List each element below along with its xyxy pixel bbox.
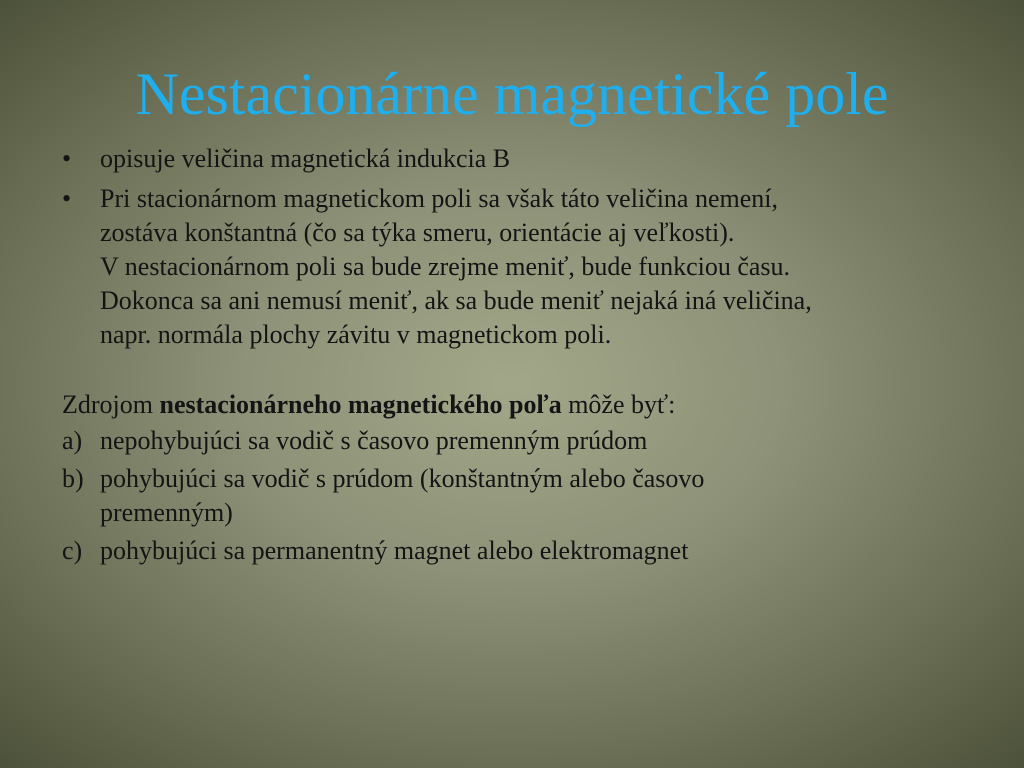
source-text: pohybujúci sa permanentný magnet alebo elektromagnet (100, 536, 689, 565)
source-item-c (62, 534, 962, 568)
source-marker: b) (62, 464, 84, 493)
sources-intro-bold: nestacionárneho magnetického poľa (159, 390, 562, 419)
bullet-item-induction (62, 142, 962, 176)
source-marker: a) (62, 426, 83, 455)
bullet-text-line: napr. normála plochy závitu v magnetickom poli. (100, 320, 612, 349)
bullet-text: opisuje veličina magnetická indukcia B (100, 144, 511, 173)
bullet-text-line: Dokonca sa ani nemusí meniť, ak sa bude meniť nejaká iná veličina, (100, 286, 812, 315)
source-text-line: premenným) (100, 498, 233, 527)
slide-content (62, 142, 962, 572)
bullet-text-line: V nestacionárnom poli sa bude zrejme meniť, bude funkciou času. (100, 252, 791, 281)
bullet-item-stationary (62, 182, 962, 352)
bullet-marker: • (62, 184, 72, 213)
sources-intro (62, 388, 962, 422)
source-marker: c) (62, 536, 83, 565)
sources-intro-suffix: môže byť: (561, 390, 676, 419)
source-text-line: pohybujúci sa vodič s prúdom (konštantným alebo časovo (100, 464, 705, 493)
bullet-text-line: zostáva konštantná (čo sa týka smeru, orientácie aj veľkosti). (100, 218, 735, 247)
slide-title: Nestacionárne magnetické pole (135, 61, 889, 127)
sources-intro-prefix: Zdrojom (62, 390, 160, 419)
source-text: nepohybujúci sa vodič s časovo premenným prúdom (100, 426, 648, 455)
section-spacer (62, 358, 962, 388)
source-item-b (62, 462, 962, 530)
source-item-a (62, 424, 962, 458)
bullet-text-line: Pri stacionárnom magnetickom poli sa však táto veličina nemení, (100, 184, 778, 213)
bullet-marker: • (62, 144, 72, 173)
bullet-list (62, 142, 962, 352)
sources-list (62, 424, 962, 568)
